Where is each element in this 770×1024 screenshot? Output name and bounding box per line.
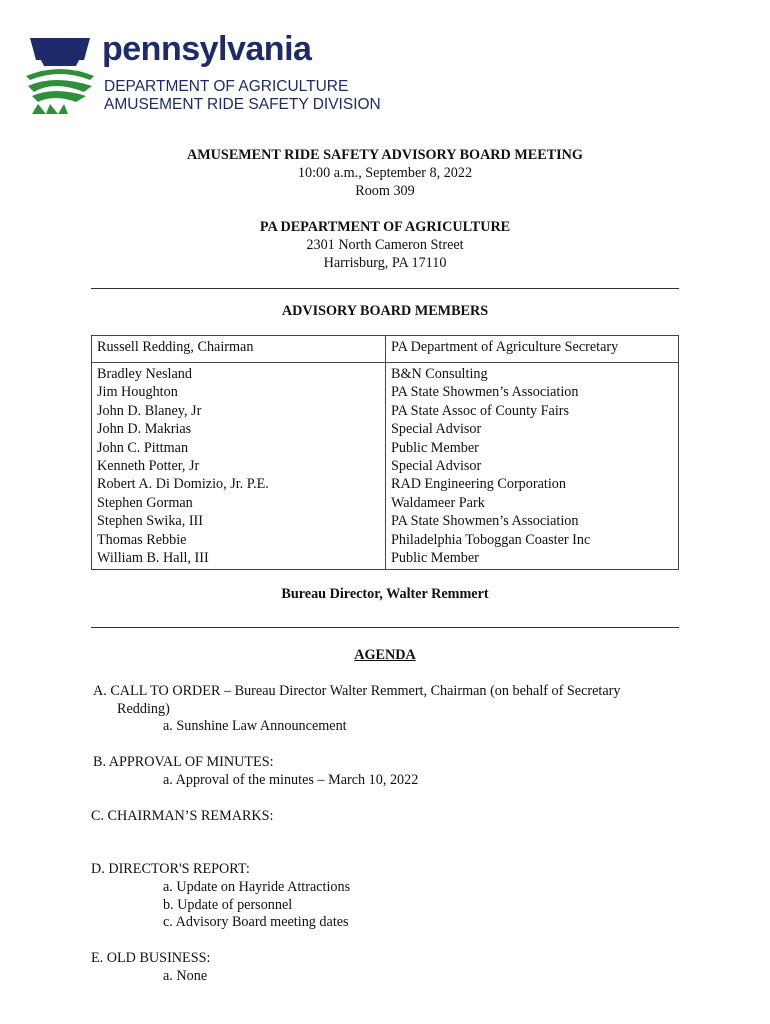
member-name: Bradley Nesland xyxy=(97,366,192,382)
member-affiliation: Special Advisor xyxy=(391,458,482,475)
agenda-subitem: c. Advisory Board meeting dates xyxy=(163,914,349,930)
pennsylvania-logo xyxy=(24,30,384,116)
chair-affiliation: PA Department of Agriculture Secretary xyxy=(386,336,679,363)
logo-department: DEPARTMENT OF AGRICULTURE xyxy=(104,78,349,95)
member-affiliation: Public Member xyxy=(391,439,479,456)
meeting-room: Room 309 xyxy=(355,183,415,199)
agenda-item-b: B. APPROVAL OF MINUTES: xyxy=(93,754,274,770)
member-affiliation: Philadelphia Toboggan Coaster Inc xyxy=(391,531,591,548)
divider xyxy=(91,627,679,628)
agenda-subitem: b. Update of personnel xyxy=(163,897,293,913)
org-street: 2301 North Cameron Street xyxy=(306,237,464,253)
member-affiliation: B&N Consulting xyxy=(391,366,488,382)
table-row xyxy=(92,336,679,363)
agenda-item-e: E. OLD BUSINESS: xyxy=(91,950,211,966)
member-name: John C. Pittman xyxy=(97,439,189,456)
member-affiliations-cell xyxy=(386,363,679,570)
meeting-datetime: 10:00 a.m., September 8, 2022 xyxy=(297,165,473,181)
agenda-subitem: a. Update on Hayride Attractions xyxy=(163,879,351,895)
agenda-item-a: A. CALL TO ORDER – Bureau Director Walter Remmert, Chairman (on behalf of Secretary xyxy=(93,683,621,699)
member-names-cell xyxy=(92,363,386,570)
agenda-item-a-cont: Redding) xyxy=(117,701,170,717)
member-name: Jim Houghton xyxy=(97,384,178,401)
member-name: Stephen Gorman xyxy=(97,494,193,511)
divider xyxy=(91,288,679,289)
member-name: Stephen Swika, III xyxy=(97,513,203,530)
member-affiliation: PA State Assoc of County Fairs xyxy=(391,402,570,419)
logo-wordmark: pennsylvania xyxy=(102,30,312,68)
member-name: John D. Blaney, Jr xyxy=(97,402,202,419)
org-city: Harrisburg, PA 17110 xyxy=(323,255,447,271)
chair-name: Russell Redding, Chairman xyxy=(92,336,386,363)
member-affiliation: RAD Engineering Corporation xyxy=(391,476,566,493)
members-heading: ADVISORY BOARD MEMBERS xyxy=(281,303,489,319)
member-affiliation: Special Advisor xyxy=(391,421,482,438)
member-name: John D. Makrias xyxy=(97,421,192,438)
bureau-director: Bureau Director, Walter Remmert xyxy=(281,586,489,602)
agenda-subitem: a. Sunshine Law Announcement xyxy=(163,718,347,734)
agenda-item-d: D. DIRECTOR'S REPORT: xyxy=(91,861,250,877)
logo-division: AMUSEMENT RIDE SAFETY DIVISION xyxy=(104,96,381,113)
member-name: Robert A. Di Domizio, Jr. P.E. xyxy=(97,476,269,493)
member-name: Thomas Rebbie xyxy=(97,531,187,548)
member-affiliation: PA State Showmen’s Association xyxy=(391,384,579,401)
agenda-heading: AGENDA xyxy=(354,647,416,663)
members-table xyxy=(91,335,679,570)
agenda-subitem: a. None xyxy=(163,968,208,984)
keystone-farm-icon xyxy=(24,36,96,114)
member-affiliation: Waldameer Park xyxy=(391,494,485,511)
member-name: Kenneth Potter, Jr xyxy=(97,458,200,475)
table-row xyxy=(92,363,679,570)
member-affiliation: PA State Showmen’s Association xyxy=(391,513,579,530)
org-name: PA DEPARTMENT OF AGRICULTURE xyxy=(259,219,511,235)
meeting-title: AMUSEMENT RIDE SAFETY ADVISORY BOARD MEETING xyxy=(187,147,583,163)
member-affiliation: Public Member xyxy=(391,550,479,567)
agenda-subitem: a. Approval of the minutes – March 10, 2022 xyxy=(163,772,419,788)
member-name: William B. Hall, III xyxy=(97,550,209,567)
agenda-item-c: C. CHAIRMAN’S REMARKS: xyxy=(91,808,274,824)
